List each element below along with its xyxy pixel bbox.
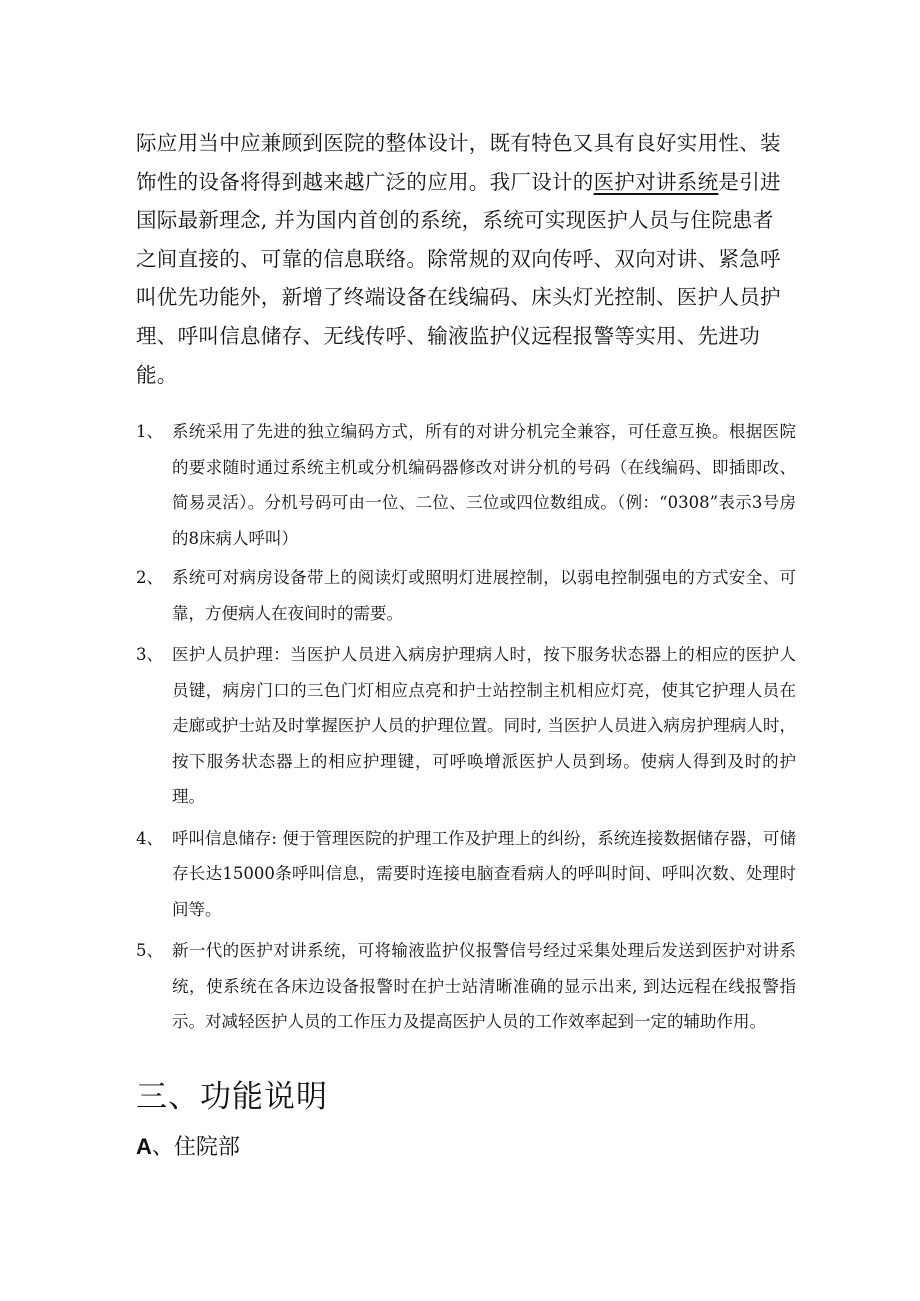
list-item-number: 5、 [136,941,163,960]
list-item [136,560,796,631]
intercom-system-link[interactable]: 医护对讲系统 [593,169,719,194]
list-item-number: 2、 [136,568,163,587]
list-item-text: 医护人员护理：当医护人员进入病房护理病人时，按下服务状态器上的相应的医护人员键，病房门口的三色门灯相应点亮和护士站控制主机相应灯亮，使其它护理人员在走廊或护士站及时掌握医护人员的护理位置。同时, 当医护人员进入病房护理病人时，按下服务状态器上的相应护理键，可呼唤增派医护人员到场。使病人得到及时的护理。 [172,645,796,806]
feature-list [136,414,796,1040]
list-item [136,933,796,1040]
sub-heading [136,1130,240,1165]
intro-text [136,124,784,394]
list-item-number: 1、 [136,422,163,441]
intro-paragraph [136,124,784,394]
sub-heading-text: 、住院部 [151,1135,240,1160]
list-item-number: 4、 [136,828,163,848]
list-item-number: 3、 [136,645,163,664]
section-heading: 三、功能说明 [136,1079,328,1115]
intro-text-part1: 际应用当中应兼顾到医院的整体设计，既有特色又具有良好实用性、装饰性的设备将得到越来越广泛的应用。我厂设计的 [136,131,781,194]
list-item [136,821,796,928]
list-item-text: 系统可对病房设备带上的阅读灯或照明灯进展控制，以弱电控制强电的方式安全、可靠，方便病人在夜间时的需要。 [172,568,796,623]
list-item [136,414,796,556]
sub-heading-letter: A [136,1134,152,1159]
list-item-text: 系统采用了先进的独立编码方式，所有的对讲分机完全兼容，可任意互换。根据医院的要求随时通过系统主机或分机编码器修改对讲分机的号码（在线编码、即插即改、简易灵活）。分机号码可由一位、二位、三位或四位数组成。（例：“0308”表示3号房的8床病人呼叫） [172,422,796,548]
list-item-text: 新一代的医护对讲系统，可将输液监护仪报警信号经过采集处理后发送到医护对讲系统，使系统在各床边设备报警时在护士站清晰准确的显示出来, 到达远程在线报警指示。对减轻医护人员的工作压力及提高医护人员的工作效率起到一定的辅助作用。 [172,941,796,1031]
list-item-text: 呼叫信息储存: 便于管理医院的护理工作及护理上的纠纷，系统连接数据储存器，可储存长达15000条呼叫信息，需要时连接电脑查看病人的呼叫时间、呼叫次数、处理时间等。 [172,828,796,919]
intro-text-part2: 是引进国际最新理念, 并为国内首创的系统，系统可实现医护人员与住院患者之间直接的、可靠的信息联络。除常规的双向传呼、双向对讲、紧急呼叫优先功能外，新增了终端设备在线编码、床头灯光控制、医护人员护理、呼叫信息储存、无线传呼、输液监护仪远程报警等实用、先进功能。 [136,169,781,387]
list-item [136,637,796,815]
